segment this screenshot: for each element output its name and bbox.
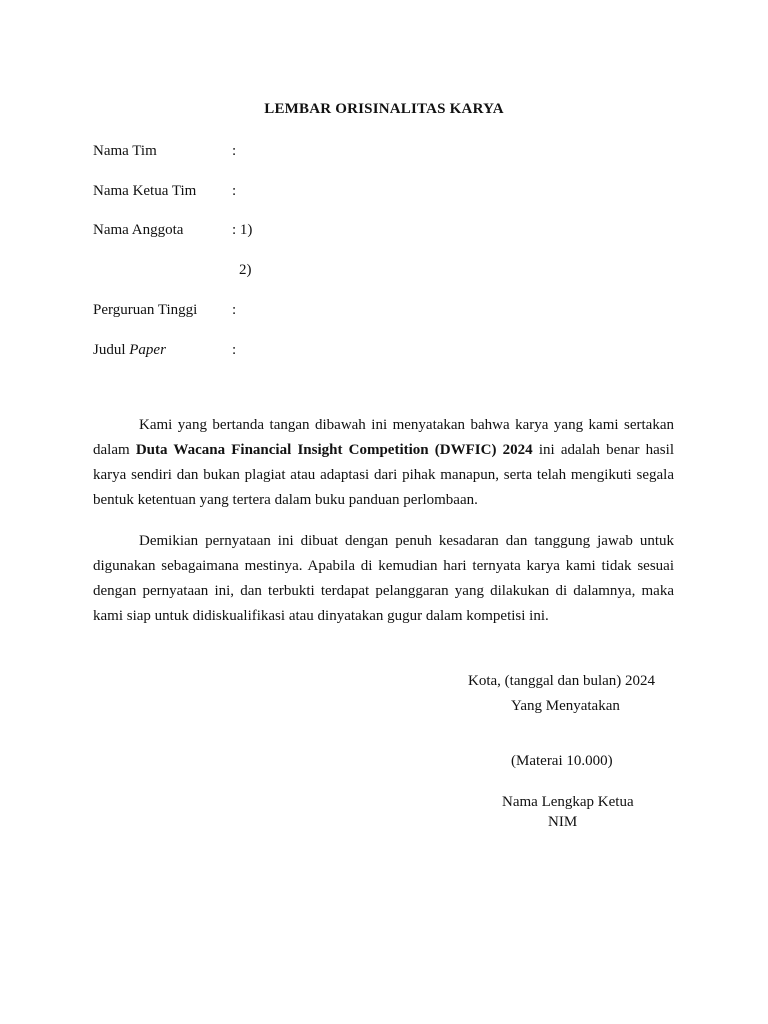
paragraph-statement-after: ini adalah benar hasil karya sendiri dan bukan plagiat atau adaptasi dari pihak manapun, serta telah mengikuti segala bentuk ketentuan yang tertera dalam buku panduan perlombaan. [93,442,674,508]
field-label: Perguruan Tinggi [93,302,198,318]
signature-name: Nama Lengkap Ketua [502,794,634,810]
field-label [93,340,166,360]
field-label-prefix: Judul [93,342,130,358]
field-separator: : 1) [232,222,253,238]
signature-declarer: Yang Menyatakan [511,698,620,714]
signature-stamp: (Materai 10.000) [511,753,613,769]
signature-place-date: Kota, (tanggal dan bulan) 2024 [468,673,656,689]
field-label-italic: Paper [129,342,166,358]
field-separator: : [232,143,237,159]
field-label: Nama Tim [93,143,157,159]
competition-name: Duta Wacana Financial Insight Competition (DWFIC) 2024 [135,442,533,458]
field-anggota-second-number: 2) [239,262,252,278]
document-title: LEMBAR ORISINALITAS KARYA [264,101,504,117]
field-label: Nama Ketua Tim [93,183,197,199]
field-separator: : [232,302,237,318]
signature-nim: NIM [548,814,578,830]
field-separator: : [232,342,237,358]
field-separator: : [232,183,237,199]
field-label: Nama Anggota [93,222,184,238]
paragraph-declaration: Demikian pernyataan ini dibuat dengan penuh kesadaran dan tanggung jawab untuk digunakan sebagaimana mestinya. Apabila di kemudian hari ternyata karya kami tidak sesuai dengan pernyataan ini, dan terbukti terdapat pelanggaran yang dilakukan di dalamnya, maka kami siap untuk didiskualifikasi atau dinyatakan gugur dalam kompetisi ini. [93,533,674,624]
paragraph-statement [93,413,674,513]
paragraph-statement-before: Kami yang bertanda tangan dibawah ini menyatakan bahwa karya yang kami sertakan dalam [93,417,674,458]
